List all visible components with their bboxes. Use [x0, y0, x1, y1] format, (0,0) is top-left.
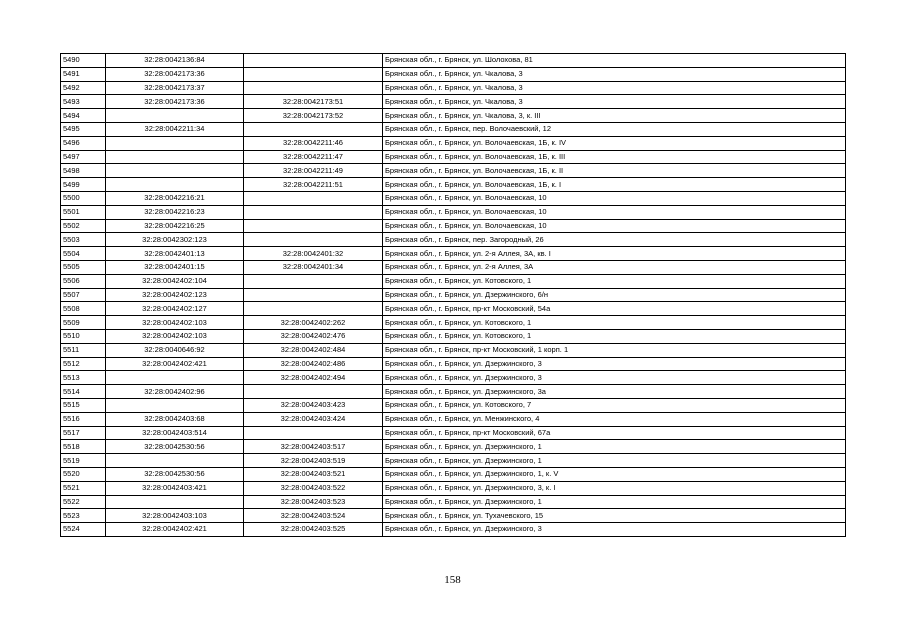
address-cell: Брянская обл., г. Брянск, ул. Дзержинского, 6/н — [383, 288, 846, 302]
cadastral-number-cell: 32:28:0042403:103 — [106, 509, 244, 523]
premises-number-cell — [244, 219, 383, 233]
row-number-cell: 5495 — [61, 122, 106, 136]
row-number-cell: 5520 — [61, 467, 106, 481]
address-cell: Брянская обл., г. Брянск, пр-кт Московский, 54а — [383, 302, 846, 316]
premises-number-cell: 32:28:0042173:52 — [244, 109, 383, 123]
premises-number-cell: 32:28:0042403:521 — [244, 467, 383, 481]
cadastral-number-cell: 32:28:0042402:103 — [106, 329, 244, 343]
row-number-cell: 5503 — [61, 233, 106, 247]
table-row — [61, 509, 846, 523]
address-cell: Брянская обл., г. Брянск, ул. Дзержинского, 3 — [383, 523, 846, 537]
table-row — [61, 426, 846, 440]
premises-number-cell: 32:28:0042211:47 — [244, 150, 383, 164]
cadastral-number-cell: 32:28:0042530:56 — [106, 467, 244, 481]
premises-number-cell: 32:28:0042403:523 — [244, 495, 383, 509]
cadastral-number-cell: 32:28:0042216:21 — [106, 191, 244, 205]
premises-number-cell: 32:28:0042402:486 — [244, 357, 383, 371]
row-number-cell: 5511 — [61, 343, 106, 357]
table-row — [61, 495, 846, 509]
premises-number-cell — [244, 233, 383, 247]
table-row — [61, 302, 846, 316]
row-number-cell: 5518 — [61, 440, 106, 454]
premises-number-cell — [244, 288, 383, 302]
table-row — [61, 329, 846, 343]
cadastral-number-cell: 32:28:0042530:56 — [106, 440, 244, 454]
table-row — [61, 247, 846, 261]
cadastral-number-cell: 32:28:0042216:25 — [106, 219, 244, 233]
row-number-cell: 5497 — [61, 150, 106, 164]
address-cell: Брянская обл., г. Брянск, ул. Шолохова, 81 — [383, 54, 846, 68]
address-cell: Брянская обл., г. Брянск, ул. Волочаевская, 10 — [383, 205, 846, 219]
row-number-cell: 5508 — [61, 302, 106, 316]
table-row — [61, 481, 846, 495]
address-cell: Брянская обл., г. Брянск, ул. Котовского, 7 — [383, 398, 846, 412]
address-cell: Брянская обл., г. Брянск, ул. Дзержинского, 3 — [383, 357, 846, 371]
table-row — [61, 412, 846, 426]
premises-number-cell — [244, 302, 383, 316]
address-cell: Брянская обл., г. Брянск, ул. Котовского, 1 — [383, 329, 846, 343]
row-number-cell: 5519 — [61, 454, 106, 468]
row-number-cell: 5493 — [61, 95, 106, 109]
cadastral-number-cell: 32:28:0042211:34 — [106, 122, 244, 136]
cadastral-number-cell: 32:28:0042403:68 — [106, 412, 244, 426]
registry-table-body — [61, 54, 846, 537]
premises-number-cell: 32:28:0042403:424 — [244, 412, 383, 426]
premises-number-cell — [244, 54, 383, 68]
row-number-cell: 5522 — [61, 495, 106, 509]
cadastral-number-cell: 32:28:0042402:104 — [106, 274, 244, 288]
cadastral-number-cell — [106, 371, 244, 385]
row-number-cell: 5500 — [61, 191, 106, 205]
cadastral-number-cell: 32:28:0042136:84 — [106, 54, 244, 68]
row-number-cell: 5492 — [61, 81, 106, 95]
address-cell: Брянская обл., г. Брянск, ул. Чкалова, 3 — [383, 95, 846, 109]
row-number-cell: 5494 — [61, 109, 106, 123]
cadastral-number-cell: 32:28:0042173:36 — [106, 67, 244, 81]
cadastral-number-cell — [106, 109, 244, 123]
row-number-cell: 5498 — [61, 164, 106, 178]
table-row — [61, 288, 846, 302]
address-cell: Брянская обл., г. Брянск, ул. 2-я Аллея, 3А — [383, 260, 846, 274]
table-row — [61, 164, 846, 178]
cadastral-number-cell: 32:28:0042402:421 — [106, 357, 244, 371]
table-row — [61, 81, 846, 95]
premises-number-cell — [244, 385, 383, 399]
table-row — [61, 109, 846, 123]
premises-number-cell: 32:28:0042403:525 — [244, 523, 383, 537]
premises-number-cell: 32:28:0042211:51 — [244, 178, 383, 192]
premises-number-cell — [244, 205, 383, 219]
row-number-cell: 5499 — [61, 178, 106, 192]
address-cell: Брянская обл., г. Брянск, ул. 2-я Аллея, 3А, кв. I — [383, 247, 846, 261]
row-number-cell: 5490 — [61, 54, 106, 68]
table-row — [61, 385, 846, 399]
cadastral-number-cell — [106, 164, 244, 178]
premises-number-cell — [244, 81, 383, 95]
registry-table — [60, 53, 846, 537]
row-number-cell: 5496 — [61, 136, 106, 150]
table-row — [61, 343, 846, 357]
row-number-cell: 5509 — [61, 316, 106, 330]
address-cell: Брянская обл., г. Брянск, ул. Дзержинского, 1, к. V — [383, 467, 846, 481]
cadastral-number-cell: 32:28:0042402:96 — [106, 385, 244, 399]
row-number-cell: 5514 — [61, 385, 106, 399]
cadastral-number-cell — [106, 454, 244, 468]
address-cell: Брянская обл., г. Брянск, ул. Дзержинского, 1 — [383, 454, 846, 468]
address-cell: Брянская обл., г. Брянск, ул. Чкалова, 3 — [383, 67, 846, 81]
premises-number-cell: 32:28:0042403:423 — [244, 398, 383, 412]
address-cell: Брянская обл., г. Брянск, пер. Волочаевский, 12 — [383, 122, 846, 136]
address-cell: Брянская обл., г. Брянск, ул. Волочаевская, 1Б, к. IV — [383, 136, 846, 150]
address-cell: Брянская обл., г. Брянск, ул. Волочаевская, 10 — [383, 219, 846, 233]
cadastral-number-cell — [106, 136, 244, 150]
row-number-cell: 5505 — [61, 260, 106, 274]
table-row — [61, 274, 846, 288]
premises-number-cell: 32:28:0042211:46 — [244, 136, 383, 150]
premises-number-cell: 32:28:0042401:32 — [244, 247, 383, 261]
row-number-cell: 5516 — [61, 412, 106, 426]
cadastral-number-cell: 32:28:0042402:103 — [106, 316, 244, 330]
premises-number-cell: 32:28:0042211:49 — [244, 164, 383, 178]
row-number-cell: 5504 — [61, 247, 106, 261]
table-row — [61, 191, 846, 205]
premises-number-cell — [244, 191, 383, 205]
row-number-cell: 5523 — [61, 509, 106, 523]
address-cell: Брянская обл., г. Брянск, ул. Дзержинского, 3 — [383, 371, 846, 385]
row-number-cell: 5512 — [61, 357, 106, 371]
row-number-cell: 5510 — [61, 329, 106, 343]
table-row — [61, 54, 846, 68]
table-row — [61, 316, 846, 330]
table-row — [61, 523, 846, 537]
cadastral-number-cell: 32:28:0042403:421 — [106, 481, 244, 495]
cadastral-number-cell: 32:28:0042401:15 — [106, 260, 244, 274]
table-row — [61, 454, 846, 468]
cadastral-number-cell: 32:28:0042173:36 — [106, 95, 244, 109]
table-row — [61, 440, 846, 454]
table-row — [61, 371, 846, 385]
premises-number-cell — [244, 122, 383, 136]
table-row — [61, 122, 846, 136]
premises-number-cell: 32:28:0042403:519 — [244, 454, 383, 468]
address-cell: Брянская обл., г. Брянск, пр-кт Московский, 1 корп. 1 — [383, 343, 846, 357]
row-number-cell: 5506 — [61, 274, 106, 288]
row-number-cell: 5521 — [61, 481, 106, 495]
cadastral-number-cell: 32:28:0042216:23 — [106, 205, 244, 219]
cadastral-number-cell — [106, 178, 244, 192]
cadastral-number-cell: 32:28:0040646:92 — [106, 343, 244, 357]
address-cell: Брянская обл., г. Брянск, пр-кт Московский, 67а — [383, 426, 846, 440]
cadastral-number-cell — [106, 150, 244, 164]
cadastral-number-cell — [106, 398, 244, 412]
cadastral-number-cell: 32:28:0042402:421 — [106, 523, 244, 537]
premises-number-cell: 32:28:0042402:494 — [244, 371, 383, 385]
premises-number-cell — [244, 274, 383, 288]
address-cell: Брянская обл., г. Брянск, ул. Волочаевская, 1Б, к. III — [383, 150, 846, 164]
premises-number-cell: 32:28:0042402:484 — [244, 343, 383, 357]
address-cell: Брянская обл., г. Брянск, пер. Загородный, 26 — [383, 233, 846, 247]
premises-number-cell: 32:28:0042402:262 — [244, 316, 383, 330]
page-number: 158 — [444, 574, 461, 586]
cadastral-number-cell: 32:28:0042403:514 — [106, 426, 244, 440]
table-row — [61, 136, 846, 150]
cadastral-number-cell: 32:28:0042402:123 — [106, 288, 244, 302]
table-row — [61, 178, 846, 192]
address-cell: Брянская обл., г. Брянск, ул. Менжинского, 4 — [383, 412, 846, 426]
address-cell: Брянская обл., г. Брянск, ул. Дзержинского, 3а — [383, 385, 846, 399]
address-cell: Брянская обл., г. Брянск, ул. Чкалова, 3 — [383, 81, 846, 95]
table-row — [61, 233, 846, 247]
row-number-cell: 5515 — [61, 398, 106, 412]
address-cell: Брянская обл., г. Брянск, ул. Дзержинского, 1 — [383, 440, 846, 454]
table-row — [61, 205, 846, 219]
row-number-cell: 5502 — [61, 219, 106, 233]
cadastral-number-cell — [106, 495, 244, 509]
premises-number-cell: 32:28:0042403:522 — [244, 481, 383, 495]
premises-number-cell — [244, 426, 383, 440]
cadastral-number-cell: 32:28:0042173:37 — [106, 81, 244, 95]
row-number-cell: 5517 — [61, 426, 106, 440]
address-cell: Брянская обл., г. Брянск, ул. Тухачевского, 15 — [383, 509, 846, 523]
address-cell: Брянская обл., г. Брянск, ул. Волочаевская, 1Б, к. II — [383, 164, 846, 178]
premises-number-cell: 32:28:0042403:524 — [244, 509, 383, 523]
row-number-cell: 5501 — [61, 205, 106, 219]
premises-number-cell: 32:28:0042402:476 — [244, 329, 383, 343]
address-cell: Брянская обл., г. Брянск, ул. Волочаевская, 1Б, к. I — [383, 178, 846, 192]
premises-number-cell: 32:28:0042401:34 — [244, 260, 383, 274]
address-cell: Брянская обл., г. Брянск, ул. Котовского, 1 — [383, 274, 846, 288]
table-row — [61, 260, 846, 274]
table-row — [61, 150, 846, 164]
cadastral-number-cell: 32:28:0042402:127 — [106, 302, 244, 316]
premises-number-cell: 32:28:0042403:517 — [244, 440, 383, 454]
cadastral-number-cell: 32:28:0042401:13 — [106, 247, 244, 261]
premises-number-cell: 32:28:0042173:51 — [244, 95, 383, 109]
table-row — [61, 219, 846, 233]
address-cell: Брянская обл., г. Брянск, ул. Дзержинского, 1 — [383, 495, 846, 509]
table-row — [61, 467, 846, 481]
premises-number-cell — [244, 67, 383, 81]
row-number-cell: 5513 — [61, 371, 106, 385]
address-cell: Брянская обл., г. Брянск, ул. Волочаевская, 10 — [383, 191, 846, 205]
address-cell: Брянская обл., г. Брянск, ул. Котовского, 1 — [383, 316, 846, 330]
row-number-cell: 5524 — [61, 523, 106, 537]
cadastral-number-cell: 32:28:0042302:123 — [106, 233, 244, 247]
table-row — [61, 357, 846, 371]
table-row — [61, 67, 846, 81]
address-cell: Брянская обл., г. Брянск, ул. Чкалова, 3, к. III — [383, 109, 846, 123]
table-row — [61, 95, 846, 109]
row-number-cell: 5491 — [61, 67, 106, 81]
address-cell: Брянская обл., г. Брянск, ул. Дзержинского, 3, к. I — [383, 481, 846, 495]
table-row — [61, 398, 846, 412]
row-number-cell: 5507 — [61, 288, 106, 302]
